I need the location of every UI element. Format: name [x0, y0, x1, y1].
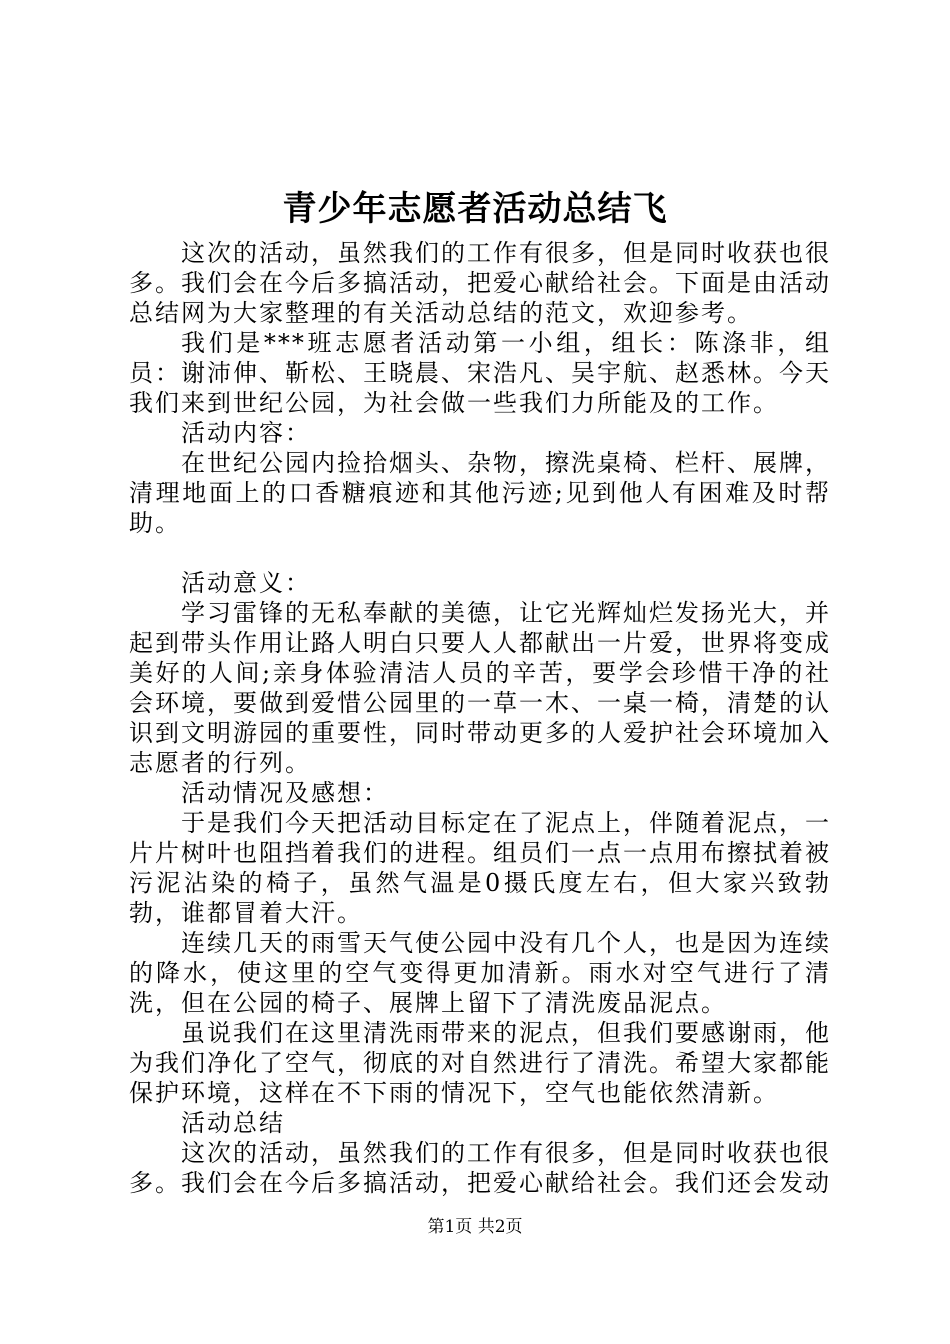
heading-activity-meaning: 活动意义：	[181, 569, 311, 597]
paragraph-group-members: 我们是***班志愿者活动第一小组，组长：陈涤非，组员：谢沛伸、靳松、王晓晨、宋浩凡、吴宇航、赵悉林。今天我们来到世纪公园，为社会做一些我们力所能及的工作。	[129, 329, 831, 417]
document-body	[129, 238, 831, 1198]
paragraph-situation-1: 于是我们今天把活动目标定在了泥点上，伴随着泥点，一片片树叶也阻挡着我们的进程。组员们一点一点用布擦拭着被污泥沾染的椅子，虽然气温是0摄氏度左右，但大家兴致勃勃，谁都冒着大汗。	[129, 809, 831, 927]
page-footer: 第1页 共2页	[427, 1217, 523, 1237]
heading-activity-summary: 活动总结	[181, 1109, 285, 1137]
heading-activity-content: 活动内容：	[181, 419, 311, 447]
paragraph-summary: 这次的活动，虽然我们的工作有很多，但是同时收获也很多。我们会在今后多搞活动，把爱心献给社会。我们还会发动	[129, 1139, 831, 1197]
document-title: 青少年志愿者活动总结飞	[282, 189, 668, 229]
paragraph-situation-3: 虽说我们在这里清洗雨带来的泥点，但我们要感谢雨，他为我们净化了空气，彻底的对自然进行了清洗。希望大家都能保护环境，这样在不下雨的情况下，空气也能依然清新。	[129, 1019, 831, 1107]
paragraph-activity-content: 在世纪公园内捡拾烟头、杂物，擦洗桌椅、栏杆、展牌，清理地面上的口香糖痕迹和其他污迹;见到他人有困难及时帮助。	[129, 449, 831, 537]
heading-activity-situation: 活动情况及感想：	[181, 779, 389, 807]
paragraph-situation-2: 连续几天的雨雪天气使公园中没有几个人，也是因为连续的降水，使这里的空气变得更加清新。雨水对空气进行了清洗，但在公园的椅子、展牌上留下了清洗废品泥点。	[129, 929, 831, 1017]
paragraph-activity-meaning: 学习雷锋的无私奉献的美德，让它光辉灿烂发扬光大，并起到带头作用让路人明白只要人人都献出一片爱，世界将变成美好的人间;亲身体验清洁人员的辛苦，要学会珍惜干净的社会环境，要做到爱惜公园里的一草一木、一桌一椅，清楚的认识到文明游园的重要性，同时带动更多的人爱护社会环境加入志愿者的行列。	[129, 599, 831, 777]
paragraph-intro: 这次的活动，虽然我们的工作有很多，但是同时收获也很多。我们会在今后多搞活动，把爱心献给社会。下面是由活动总结网为大家整理的有关活动总结的范文，欢迎参考。	[129, 239, 831, 327]
